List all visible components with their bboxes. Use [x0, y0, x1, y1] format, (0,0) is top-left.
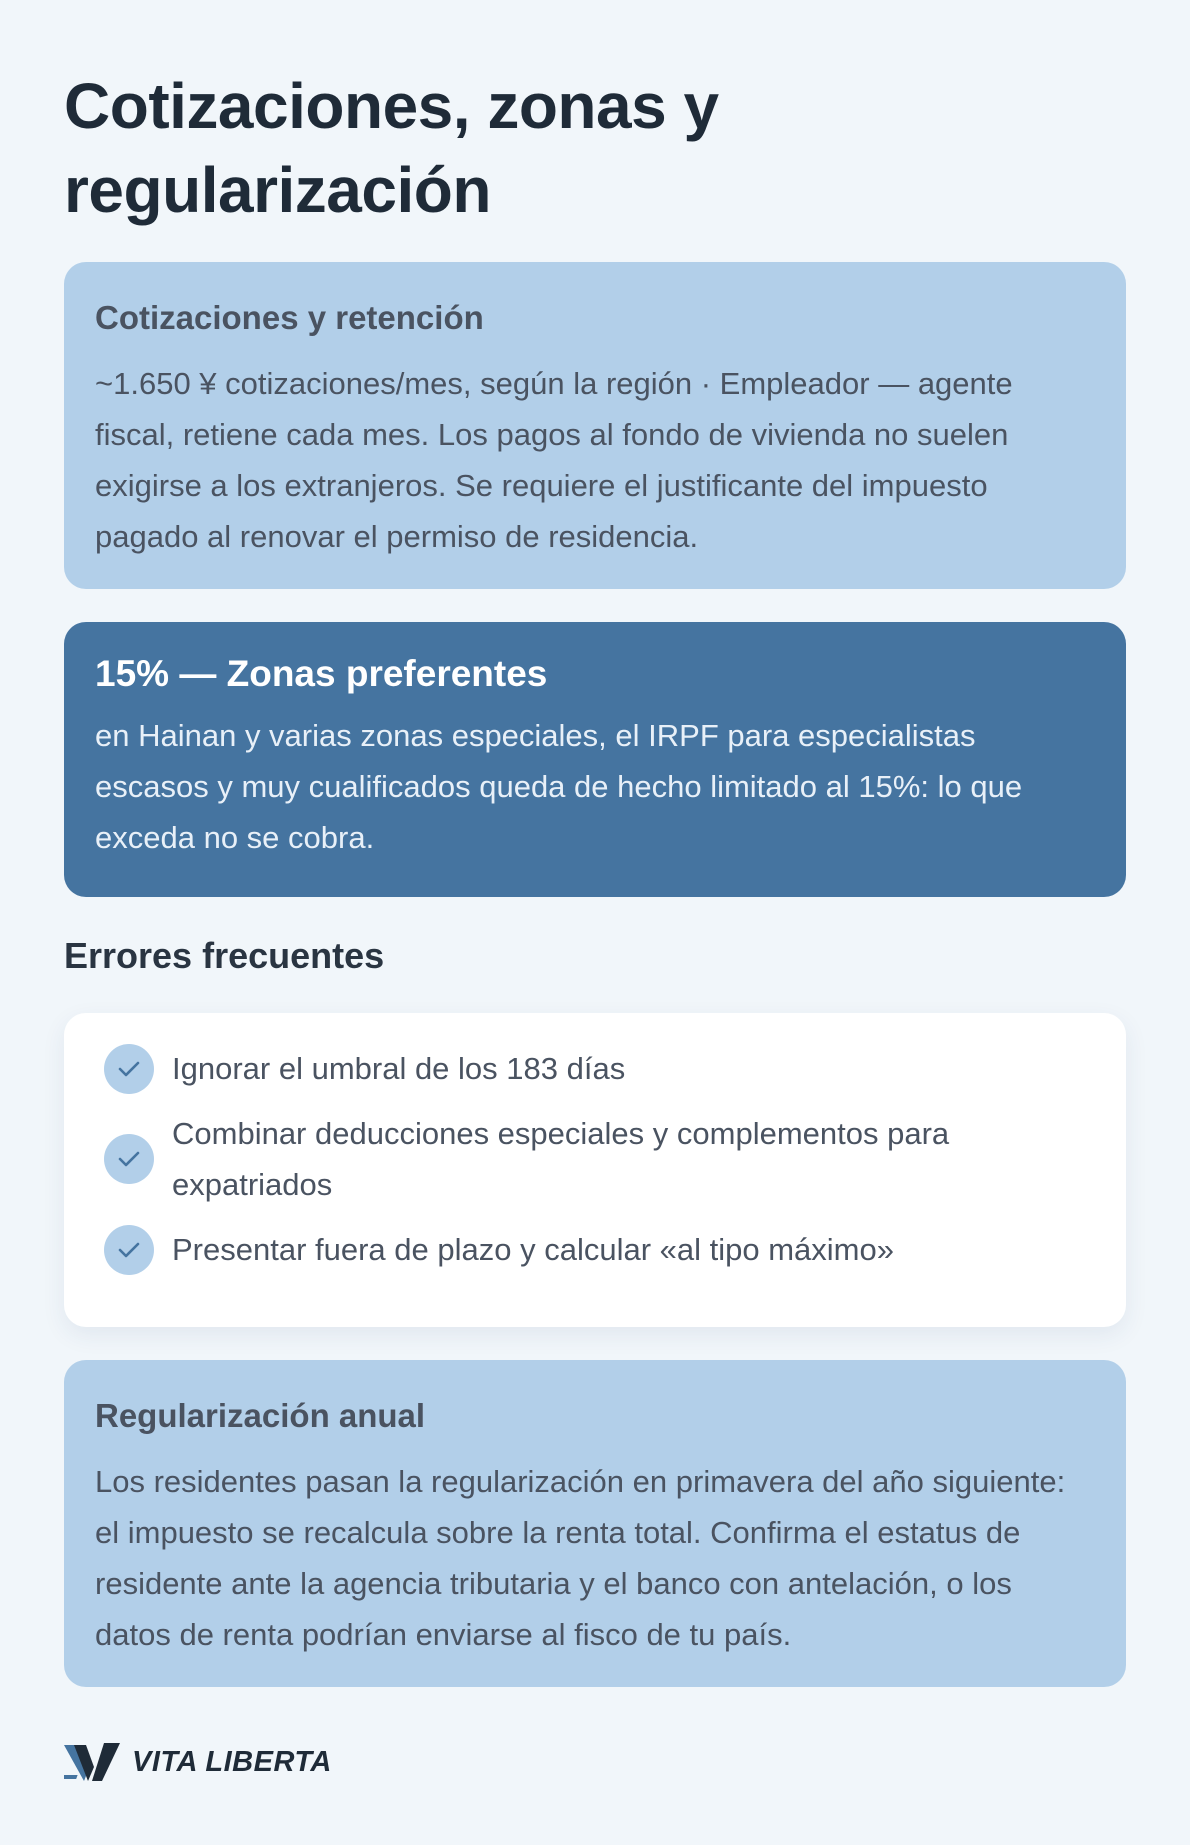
contributions-card [64, 262, 1126, 589]
errors-heading: Errores frecuentes [64, 935, 385, 976]
annual-heading: Regularización anual [95, 1397, 426, 1434]
list-item [104, 1224, 1086, 1275]
check-icon [104, 1044, 154, 1094]
zones-card [64, 622, 1126, 897]
vita-liberta-logo-icon [64, 1741, 120, 1783]
list-item-text: Presentar fuera de plazo y calcular «al tipo máximo» [172, 1232, 894, 1267]
check-icon [104, 1134, 154, 1184]
annual-text: Los residentes pasan la regularización en primavera del año siguiente: el impuesto se recalcula sobre la renta total. Confirma el estatus de residente ante la agencia tributaria y el banco con antelación, o los datos de renta podrían enviarse al fisco de tu país. [95, 1464, 1066, 1652]
zones-text: en Hainan y varias zonas especiales, el IRPF para especialistas escasos y muy cualificados queda de hecho limitado al 15%: lo que exceda no se cobra. [95, 718, 1023, 855]
footer [64, 1741, 332, 1783]
errors-list [64, 1013, 1126, 1327]
list-item-text: Combinar deducciones especiales y complementos para expatriados [172, 1116, 950, 1202]
zones-heading: 15% — Zonas preferentes [95, 653, 548, 694]
page-title: Cotizaciones, zonas y regularización [64, 70, 719, 226]
list-item-text: Ignorar el umbral de los 183 días [172, 1051, 626, 1086]
brand-name: VITA LIBERTA [132, 1745, 332, 1778]
check-icon [104, 1225, 154, 1275]
contributions-heading: Cotizaciones y retención [95, 299, 484, 336]
contributions-text: ~1.650 ¥ cotizaciones/mes, según la región · Empleador — agente fiscal, retiene cada mes. Los pagos al fondo de vivienda no suelen exigirse a los extranjeros. Se requiere el justificante del impuesto pagado al renovar el permiso de residencia. [95, 366, 1013, 554]
annual-card [64, 1360, 1126, 1687]
list-item [104, 1108, 1086, 1210]
list-item [104, 1043, 1086, 1094]
